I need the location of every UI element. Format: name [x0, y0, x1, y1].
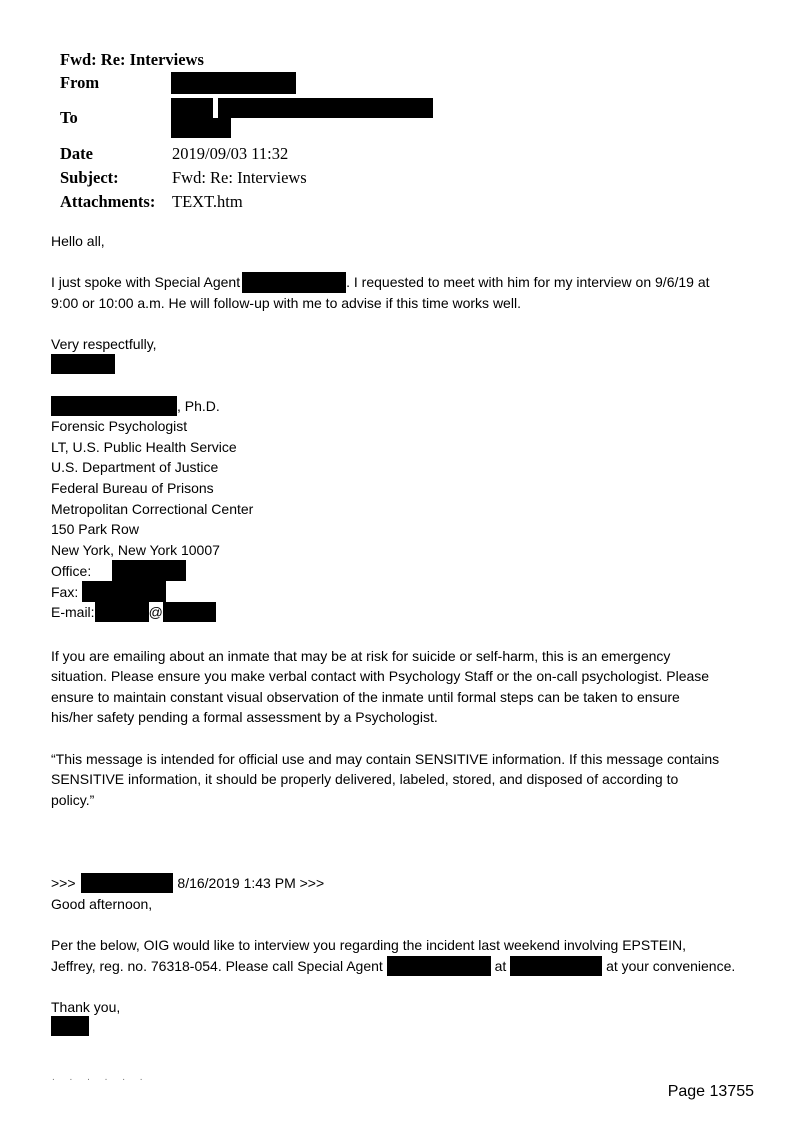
forwarded-closing: Thank you, — [51, 999, 121, 1015]
forward-prefix: >>> — [51, 875, 76, 891]
fwd-text-b: at — [494, 958, 507, 974]
signature-dept: U.S. Department of Justice — [51, 459, 219, 475]
date-label: Date — [60, 144, 93, 163]
subject-value: Fwd: Re: Interviews — [172, 168, 307, 187]
redaction-forward-signer — [51, 1016, 89, 1036]
redaction-email-user — [95, 602, 149, 622]
signature-facility: Metropolitan Correctional Center — [51, 501, 254, 517]
email-at: @ — [148, 604, 163, 620]
forwarded-p1-line-1: Per the below, OIG would like to interview you regarding the incident last weekend involving EPSTEIN, — [51, 937, 686, 953]
forward-datetime: 8/16/2019 1:43 PM >>> — [177, 875, 325, 891]
fwd-text-c: at your convenience. — [606, 958, 736, 974]
greeting: Hello all, — [51, 233, 105, 249]
disclaimer-line-1: “This message is intended for official use and may contain SENSITIVE information. If this message contains — [51, 751, 720, 767]
redaction-to-3 — [171, 118, 231, 138]
page-fragment-dots: . . . . . . — [52, 1072, 149, 1083]
paragraph-1-line-1 — [51, 272, 710, 294]
redaction-to-1 — [171, 98, 213, 118]
to-label: To — [60, 108, 78, 127]
notice-line-3: ensure to maintain constant visual observation of the inmate until formal steps can be taken to ensure — [51, 689, 680, 705]
redaction-closing-signer — [51, 354, 115, 374]
fwd-text-a: Jeffrey, reg. no. 76318-054. Please call Special Agent — [51, 958, 383, 974]
redaction-agent-name-2 — [387, 956, 491, 976]
redaction-from — [171, 72, 296, 94]
signature-fax — [51, 582, 78, 603]
disclaimer-line-3: policy.” — [51, 792, 95, 808]
page-number: Page 13755 — [667, 1083, 754, 1100]
notice-line-2: situation. Please ensure you make verbal contact with Psychology Staff or the on-call psychologist. Please — [51, 668, 710, 684]
attachments-value[interactable]: TEXT.htm — [172, 192, 243, 211]
subject-label: Subject: — [60, 168, 119, 187]
forwarded-greeting: Good afternoon, — [51, 896, 153, 912]
p1-text-a: I just spoke with Special Agent — [51, 274, 241, 290]
fax-label: Fax: — [51, 584, 79, 600]
closing: Very respectfully, — [51, 336, 157, 352]
redaction-forward-sender — [81, 873, 173, 893]
redaction-fax-number — [82, 581, 166, 602]
signature-office — [51, 561, 91, 582]
from-label: From — [60, 73, 100, 92]
signature-city: New York, New York 10007 — [51, 542, 220, 558]
signature-bureau: Federal Bureau of Prisons — [51, 480, 214, 496]
signature-degree: , Ph.D. — [177, 398, 220, 414]
redaction-signer-name — [51, 396, 177, 416]
email-label: E-mail: — [51, 604, 95, 620]
forwarded-header — [51, 873, 324, 894]
redaction-to-2 — [218, 98, 433, 118]
redaction-agent-name — [242, 272, 346, 293]
notice-line-1: If you are emailing about an inmate that may be at risk for suicide or self-harm, this is an emergency — [51, 648, 671, 664]
redaction-email-domain — [163, 602, 216, 622]
email-title: Fwd: Re: Interviews — [60, 50, 204, 69]
signature-name-line — [51, 396, 220, 417]
office-label: Office: — [51, 563, 92, 579]
paragraph-1-line-2: 9:00 or 10:00 a.m. He will follow-up with me to advise if this time works well. — [51, 295, 521, 311]
signature-rank: LT, U.S. Public Health Service — [51, 439, 237, 455]
forwarded-p1-line-2 — [51, 956, 735, 977]
signature-title: Forensic Psychologist — [51, 418, 188, 434]
signature-street: 150 Park Row — [51, 521, 139, 537]
signature-email — [51, 602, 216, 623]
date-value: 2019/09/03 11:32 — [172, 144, 289, 163]
redaction-phone — [510, 956, 602, 976]
redaction-office-number — [112, 560, 186, 581]
disclaimer-line-2: SENSITIVE information, it should be properly delivered, labeled, stored, and disposed of according to — [51, 771, 679, 787]
notice-line-4: his/her safety pending a formal assessment by a Psychologist. — [51, 709, 438, 725]
p1-text-b: . I requested to meet with him for my interview on 9/6/19 at — [346, 274, 710, 290]
attachments-label: Attachments: — [60, 192, 156, 211]
